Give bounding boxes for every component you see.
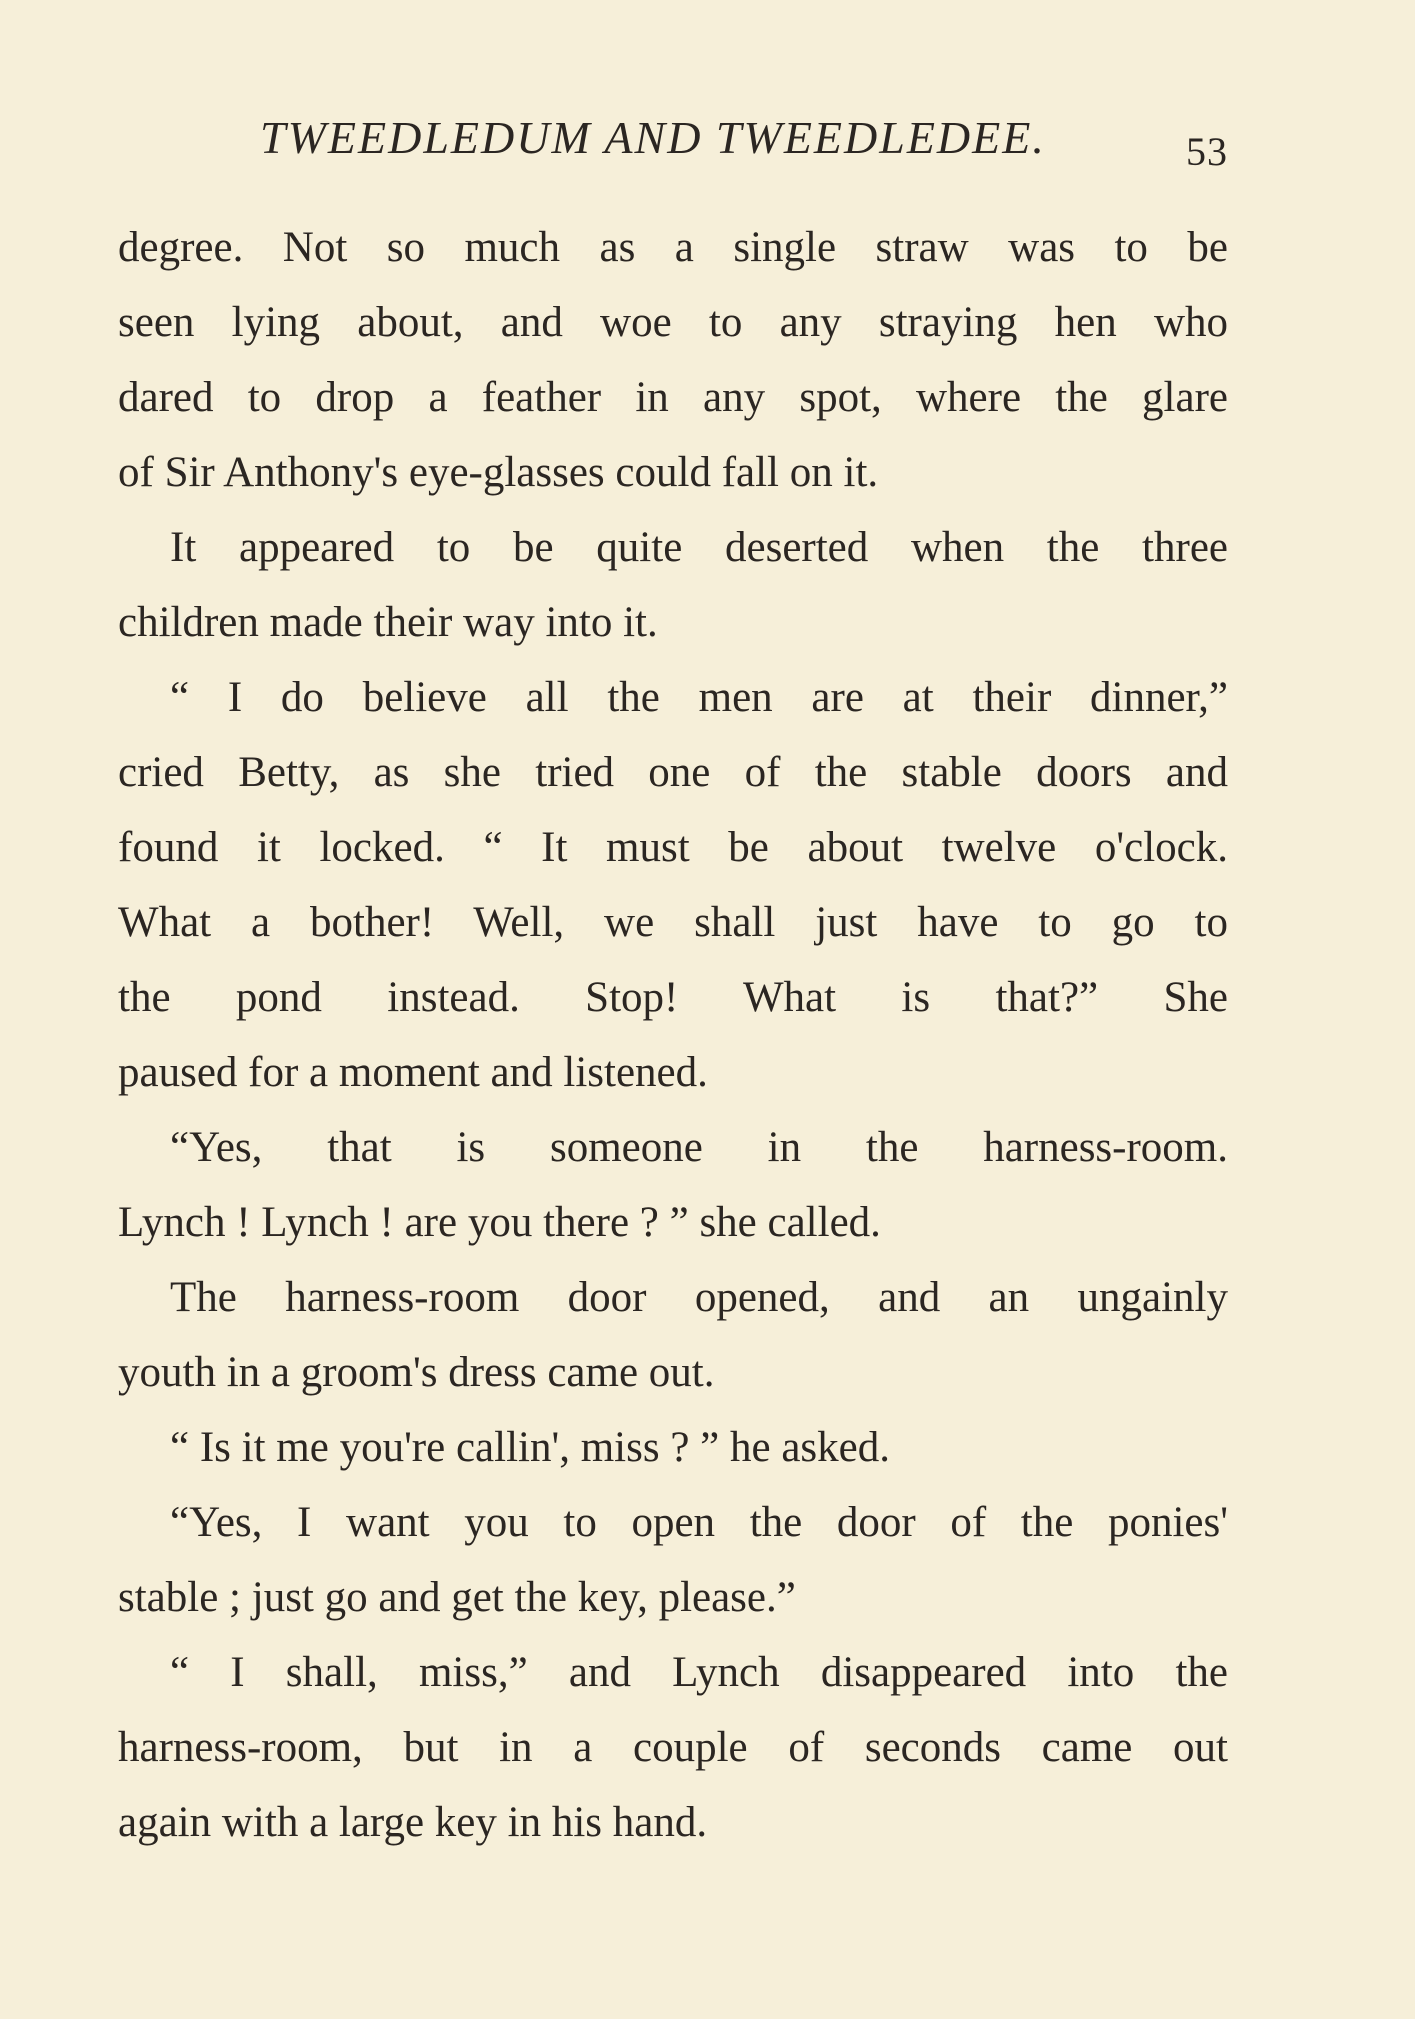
text-line: Lynch ! Lynch ! are you there ? ” she called. bbox=[118, 1199, 881, 1246]
text-line: degree. Not so much as a single straw was to be bbox=[118, 224, 1228, 271]
text-line: of Sir Anthony's eye-glasses could fall on it. bbox=[118, 449, 879, 496]
text-line: youth in a groom's dress came out. bbox=[118, 1349, 715, 1396]
text-line: children made their way into it. bbox=[118, 599, 658, 646]
text-line: paused for a moment and listened. bbox=[118, 1049, 708, 1096]
text-line: stable ; just go and get the key, please.” bbox=[118, 1574, 796, 1621]
text-line: “Yes, that is someone in the harness-room. bbox=[170, 1124, 1228, 1171]
text-line: found it locked. “ It must be about twelve o'clock. bbox=[118, 824, 1228, 871]
text-line: “ Is it me you're callin', miss ? ” he asked. bbox=[170, 1424, 890, 1471]
text-line: “Yes, I want you to open the door of the ponies' bbox=[170, 1499, 1228, 1546]
page-number: 53 bbox=[1186, 129, 1228, 174]
text-line: “ I shall, miss,” and Lynch disappeared into the bbox=[170, 1649, 1228, 1696]
text-line: seen lying about, and woe to any straying hen who bbox=[118, 299, 1228, 346]
text-line: What a bother! Well, we shall just have to go to bbox=[118, 899, 1228, 946]
body-text bbox=[118, 210, 1228, 1860]
text-line: “ I do believe all the men are at their dinner,” bbox=[170, 674, 1228, 721]
page-header bbox=[118, 108, 1228, 174]
running-head: TWEEDLEDUM AND TWEEDLEDEE. bbox=[260, 112, 1046, 163]
text-line: the pond instead. Stop! What is that?” She bbox=[118, 974, 1228, 1021]
text-line: again with a large key in his hand. bbox=[118, 1799, 708, 1846]
text-line: dared to drop a feather in any spot, where the glare bbox=[118, 374, 1228, 421]
text-line: It appeared to be quite deserted when the three bbox=[170, 524, 1228, 571]
text-line: cried Betty, as she tried one of the stable doors and bbox=[118, 749, 1228, 796]
text-line: The harness-room door opened, and an ungainly bbox=[170, 1274, 1228, 1321]
text-line: harness-room, but in a couple of seconds came out bbox=[118, 1724, 1228, 1771]
